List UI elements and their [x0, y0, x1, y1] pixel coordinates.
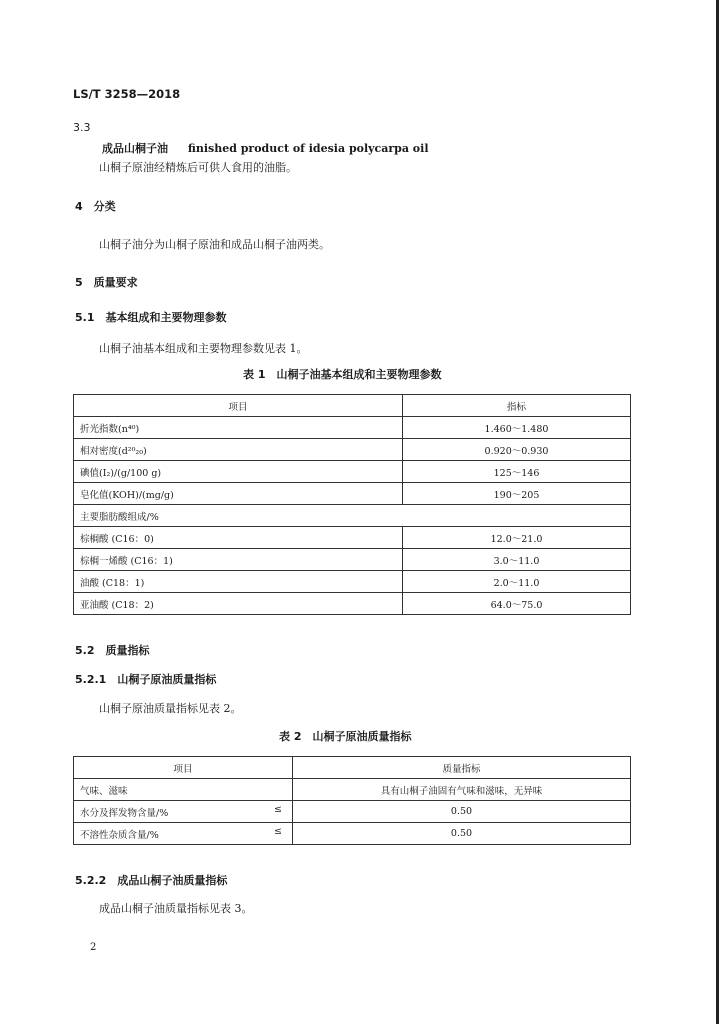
table-2 [73, 756, 631, 845]
table-header-row [74, 395, 631, 417]
section-5-2-1-heading: 5.2.1 山桐子原油质量指标 [75, 673, 217, 686]
row-label: 相对密度(d²⁰₂₀) [74, 439, 403, 461]
section-5-1-heading: 5.1 基本组成和主要物理参数 [75, 311, 227, 324]
table-row [74, 571, 631, 593]
col-header-item: 项目 [74, 395, 403, 417]
row-label-cell [74, 823, 293, 845]
table-row [74, 801, 631, 823]
term-en: finished product of idesia polycarpa oil [187, 142, 429, 155]
row-label: 气味、滋味 [80, 785, 128, 797]
table-1 [73, 394, 631, 615]
table-2-title: 表 2 山桐子原油质量指标 [279, 730, 412, 743]
section-5-1-text: 山桐子油基本组成和主要物理参数见表 1。 [99, 342, 308, 355]
row-value: 12.0～21.0 [403, 527, 631, 549]
row-label: 折光指数(n⁴⁰) [74, 417, 403, 439]
term-cn: 成品山桐子油 [102, 142, 168, 155]
table-row [74, 461, 631, 483]
row-label-cell [74, 779, 293, 801]
table-group-row [74, 505, 631, 527]
table-header-row [74, 757, 631, 779]
col-header-value: 质量指标 [293, 757, 631, 779]
term-definition: 山桐子原油经精炼后可供人食用的油脂。 [99, 161, 297, 174]
row-value: 3.0～11.0 [403, 549, 631, 571]
row-value: 125～146 [403, 461, 631, 483]
le-symbol: ≤ [274, 804, 282, 815]
row-value: 2.0～11.0 [403, 571, 631, 593]
row-label: 水分及挥发物含量/% [80, 807, 169, 819]
table-row [74, 483, 631, 505]
section-5-heading: 5 质量要求 [75, 276, 138, 289]
row-label: 棕榈酸 (C16：0) [74, 527, 403, 549]
le-symbol: ≤ [274, 826, 282, 837]
section-5-2-1-text: 山桐子原油质量指标见表 2。 [99, 702, 242, 715]
table-row [74, 417, 631, 439]
clause-number-3-3: 3.3 [73, 121, 91, 134]
table-row [74, 593, 631, 615]
section-4-heading: 4 分类 [75, 200, 116, 213]
table-row [74, 549, 631, 571]
row-value: 0.50 [293, 801, 631, 823]
row-label: 油酸 (C18：1) [74, 571, 403, 593]
section-5-2-2-text: 成品山桐子油质量指标见表 3。 [99, 902, 253, 915]
row-label: 亚油酸 (C18：2) [74, 593, 403, 615]
row-value: 190～205 [403, 483, 631, 505]
term-heading [102, 140, 429, 156]
row-label: 棕榈一烯酸 (C16：1) [74, 549, 403, 571]
table-row [74, 439, 631, 461]
row-value: 64.0～75.0 [403, 593, 631, 615]
row-label: 不溶性杂质含量/% [80, 829, 159, 841]
table-row [74, 823, 631, 845]
row-label: 皂化值(KOH)/(mg/g) [74, 483, 403, 505]
table-1-title: 表 1 山桐子油基本组成和主要物理参数 [243, 368, 442, 381]
page-number: 2 [90, 942, 97, 953]
row-label-cell [74, 801, 293, 823]
col-header-item: 项目 [74, 757, 293, 779]
row-value: 具有山桐子油固有气味和滋味，无异味 [293, 779, 631, 801]
group-label: 主要脂肪酸组成/% [74, 505, 631, 527]
row-value: 0.50 [293, 823, 631, 845]
table-row [74, 527, 631, 549]
table-row [74, 779, 631, 801]
row-value: 0.920～0.930 [403, 439, 631, 461]
standard-code: LS/T 3258—2018 [73, 87, 181, 101]
section-5-2-2-heading: 5.2.2 成品山桐子油质量指标 [75, 874, 228, 887]
row-value: 1.460～1.480 [403, 417, 631, 439]
section-5-2-heading: 5.2 质量指标 [75, 644, 150, 657]
section-4-text: 山桐子油分为山桐子原油和成品山桐子油两类。 [99, 238, 330, 251]
col-header-value: 指标 [403, 395, 631, 417]
row-label: 碘值(I₂)/(g/100 g) [74, 461, 403, 483]
